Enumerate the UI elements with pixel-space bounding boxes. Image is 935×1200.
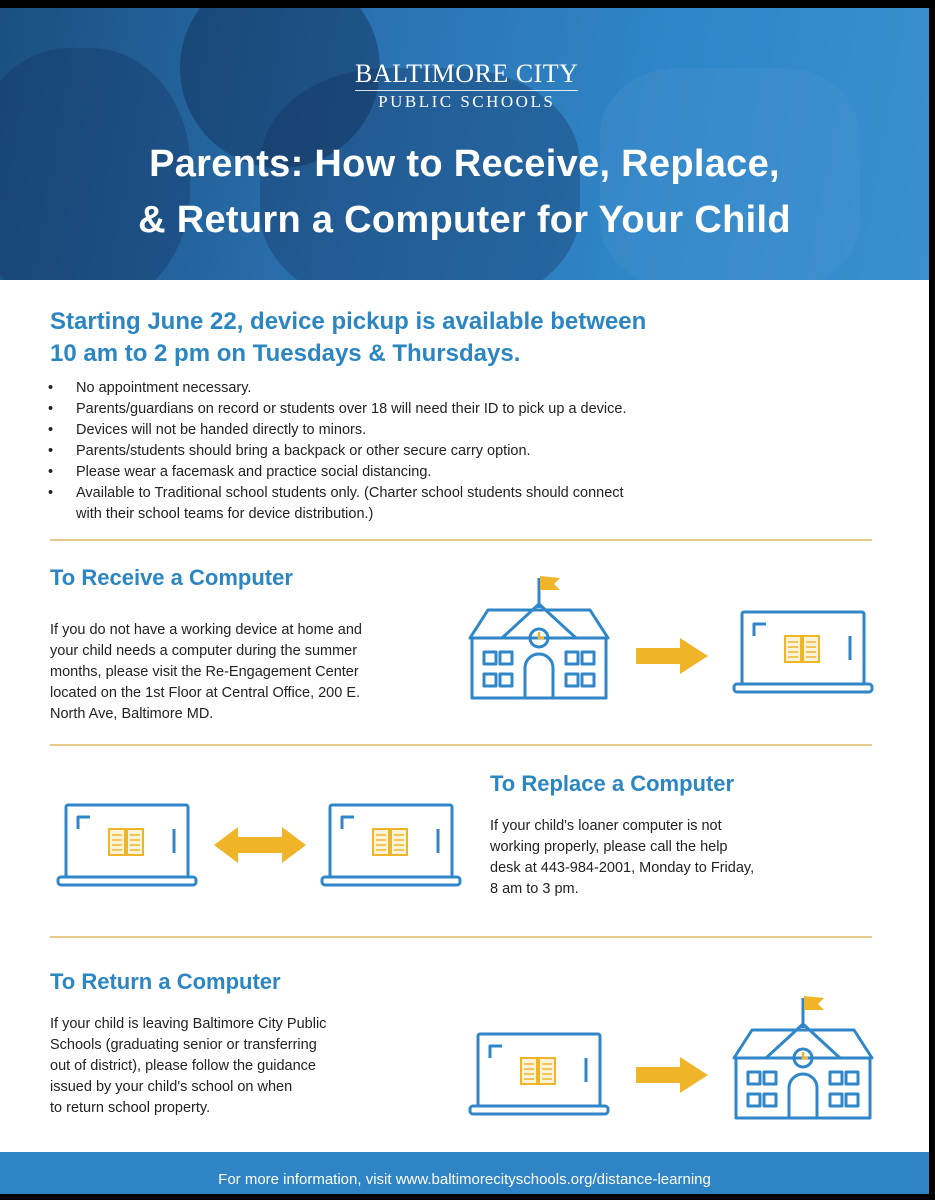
receive-line: your child needs a computer during the summer [50,643,358,659]
divider [50,744,872,746]
divider [50,539,872,541]
bullet-item: • Please wear a facemask and practice social distancing. [48,462,748,483]
page-title [0,136,929,248]
district-logo [355,60,578,111]
laptop-icon [320,801,462,891]
pickup-headline-line1: Starting June 22, device pickup is available between [50,308,647,335]
laptop-icon [56,801,198,891]
receive-line: North Ave, Baltimore MD. [50,706,214,722]
return-line: issued by your child's school on when [50,1079,293,1095]
return-body [50,1014,430,1119]
title-line2: & Return a Computer for Your Child [138,199,791,241]
replace-line: 8 am to 3 pm. [490,881,579,897]
flyer-page [0,8,929,1194]
pickup-headline [50,306,646,370]
bullet-item: • Parents/guardians on record or students over 18 will need their ID to pick up a device. [48,399,748,420]
school-icon [466,570,612,706]
receive-line: If you do not have a working device at home and [50,622,362,638]
bullet-continuation: with their school teams for device distribution.) [76,506,374,522]
replace-line: desk at 443-984-2001, Monday to Friday, [490,860,755,876]
receive-body [50,620,450,725]
return-title: To Return a Computer [50,969,281,994]
bullet-item: • No appointment necessary. [48,378,748,399]
pickup-headline-line2: 10 am to 2 pm on Tuesdays & Thursdays. [50,340,521,367]
arrow-right-icon [636,638,708,674]
laptop-icon [732,608,874,698]
bullet-item: • Devices will not be handed directly to minors. [48,420,748,441]
replace-line: If your child's loaner computer is not [490,818,722,834]
logo-line2: PUBLIC SCHOOLS [355,90,578,111]
title-line1: Parents: How to Receive, Replace, [149,143,780,185]
return-line: Schools (graduating senior or transferring [50,1037,317,1053]
receive-line: months, please visit the Re-Engagement Center [50,664,359,680]
return-line: to return school property. [50,1100,211,1116]
receive-line: located on the 1st Floor at Central Office, 200 E. [50,685,361,701]
bullet-item: • Available to Traditional school students only. (Charter school students should connect [48,483,748,504]
school-icon [730,990,876,1126]
double-arrow-icon [214,827,306,863]
header-banner [0,8,929,280]
return-line: out of district), please follow the guidance [50,1058,316,1074]
footer-bar [0,1152,929,1194]
divider [50,936,872,938]
replace-title: To Replace a Computer [490,771,735,796]
logo-line1: BALTIMORE CITY [355,59,579,88]
pickup-bullets [48,378,748,525]
laptop-icon [468,1030,610,1120]
arrow-right-icon [636,1057,708,1093]
replace-line: working properly, please call the help [490,839,728,855]
footer-link-text[interactable]: For more information, visit www.baltimorecityschools.org/distance-learning [218,1171,711,1188]
bullet-item: • Parents/students should bring a backpack or other secure carry option. [48,441,748,462]
return-line: If your child is leaving Baltimore City Public [50,1016,327,1032]
replace-body [490,816,870,900]
receive-title: To Receive a Computer [50,565,293,590]
